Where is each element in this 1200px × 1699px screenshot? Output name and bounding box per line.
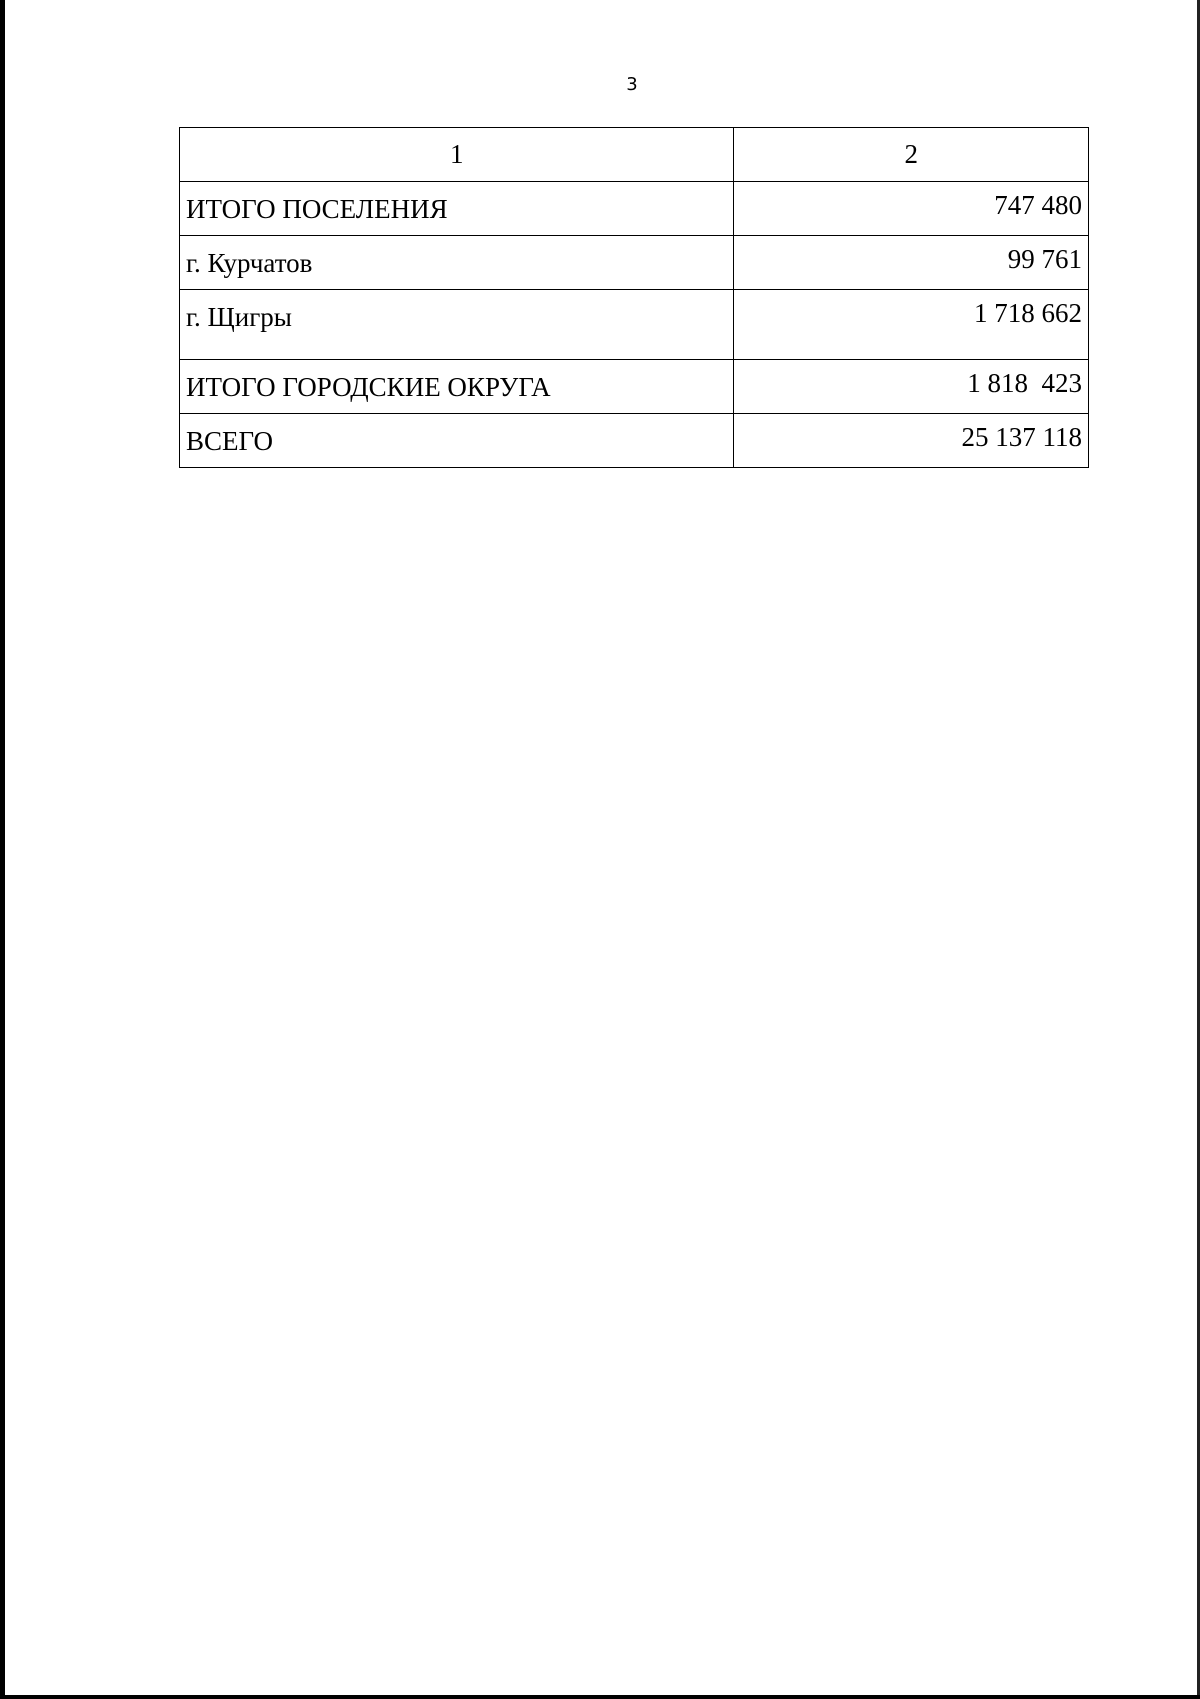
row-name-cell	[180, 414, 734, 468]
row-value: 747 480	[994, 190, 1082, 220]
row-name-cell	[180, 182, 734, 236]
row-value-cell	[734, 414, 1089, 468]
scan-edge-bottom	[0, 1695, 1200, 1699]
table-row	[180, 360, 1089, 414]
row-value: 1 818 423	[967, 368, 1082, 398]
row-name: г. Щигры	[186, 302, 292, 332]
table-header-row	[180, 128, 1089, 182]
row-name: ВСЕГО	[186, 426, 273, 456]
page-number: 3	[626, 74, 638, 95]
row-name: г. Курчатов	[186, 248, 313, 278]
row-value-cell	[734, 182, 1089, 236]
row-value: 1 718 662	[974, 298, 1082, 328]
row-value-cell	[734, 236, 1089, 290]
row-value: 99 761	[1007, 244, 1082, 274]
row-name-cell	[180, 290, 734, 360]
row-value: 25 137 118	[961, 422, 1082, 452]
data-table	[179, 127, 1089, 468]
row-name-cell	[180, 360, 734, 414]
row-name: ИТОГО ГОРОДСКИЕ ОКРУГА	[186, 372, 551, 402]
scan-edge-left	[0, 0, 5, 1699]
row-value-cell	[734, 360, 1089, 414]
row-name: ИТОГО ПОСЕЛЕНИЯ	[186, 194, 448, 224]
table-row	[180, 414, 1089, 468]
row-name-cell	[180, 236, 734, 290]
column-header-1: 1	[180, 128, 734, 182]
row-value-cell	[734, 290, 1089, 360]
table-row	[180, 236, 1089, 290]
table-row	[180, 182, 1089, 236]
column-header-2: 2	[734, 128, 1089, 182]
table-row	[180, 290, 1089, 360]
